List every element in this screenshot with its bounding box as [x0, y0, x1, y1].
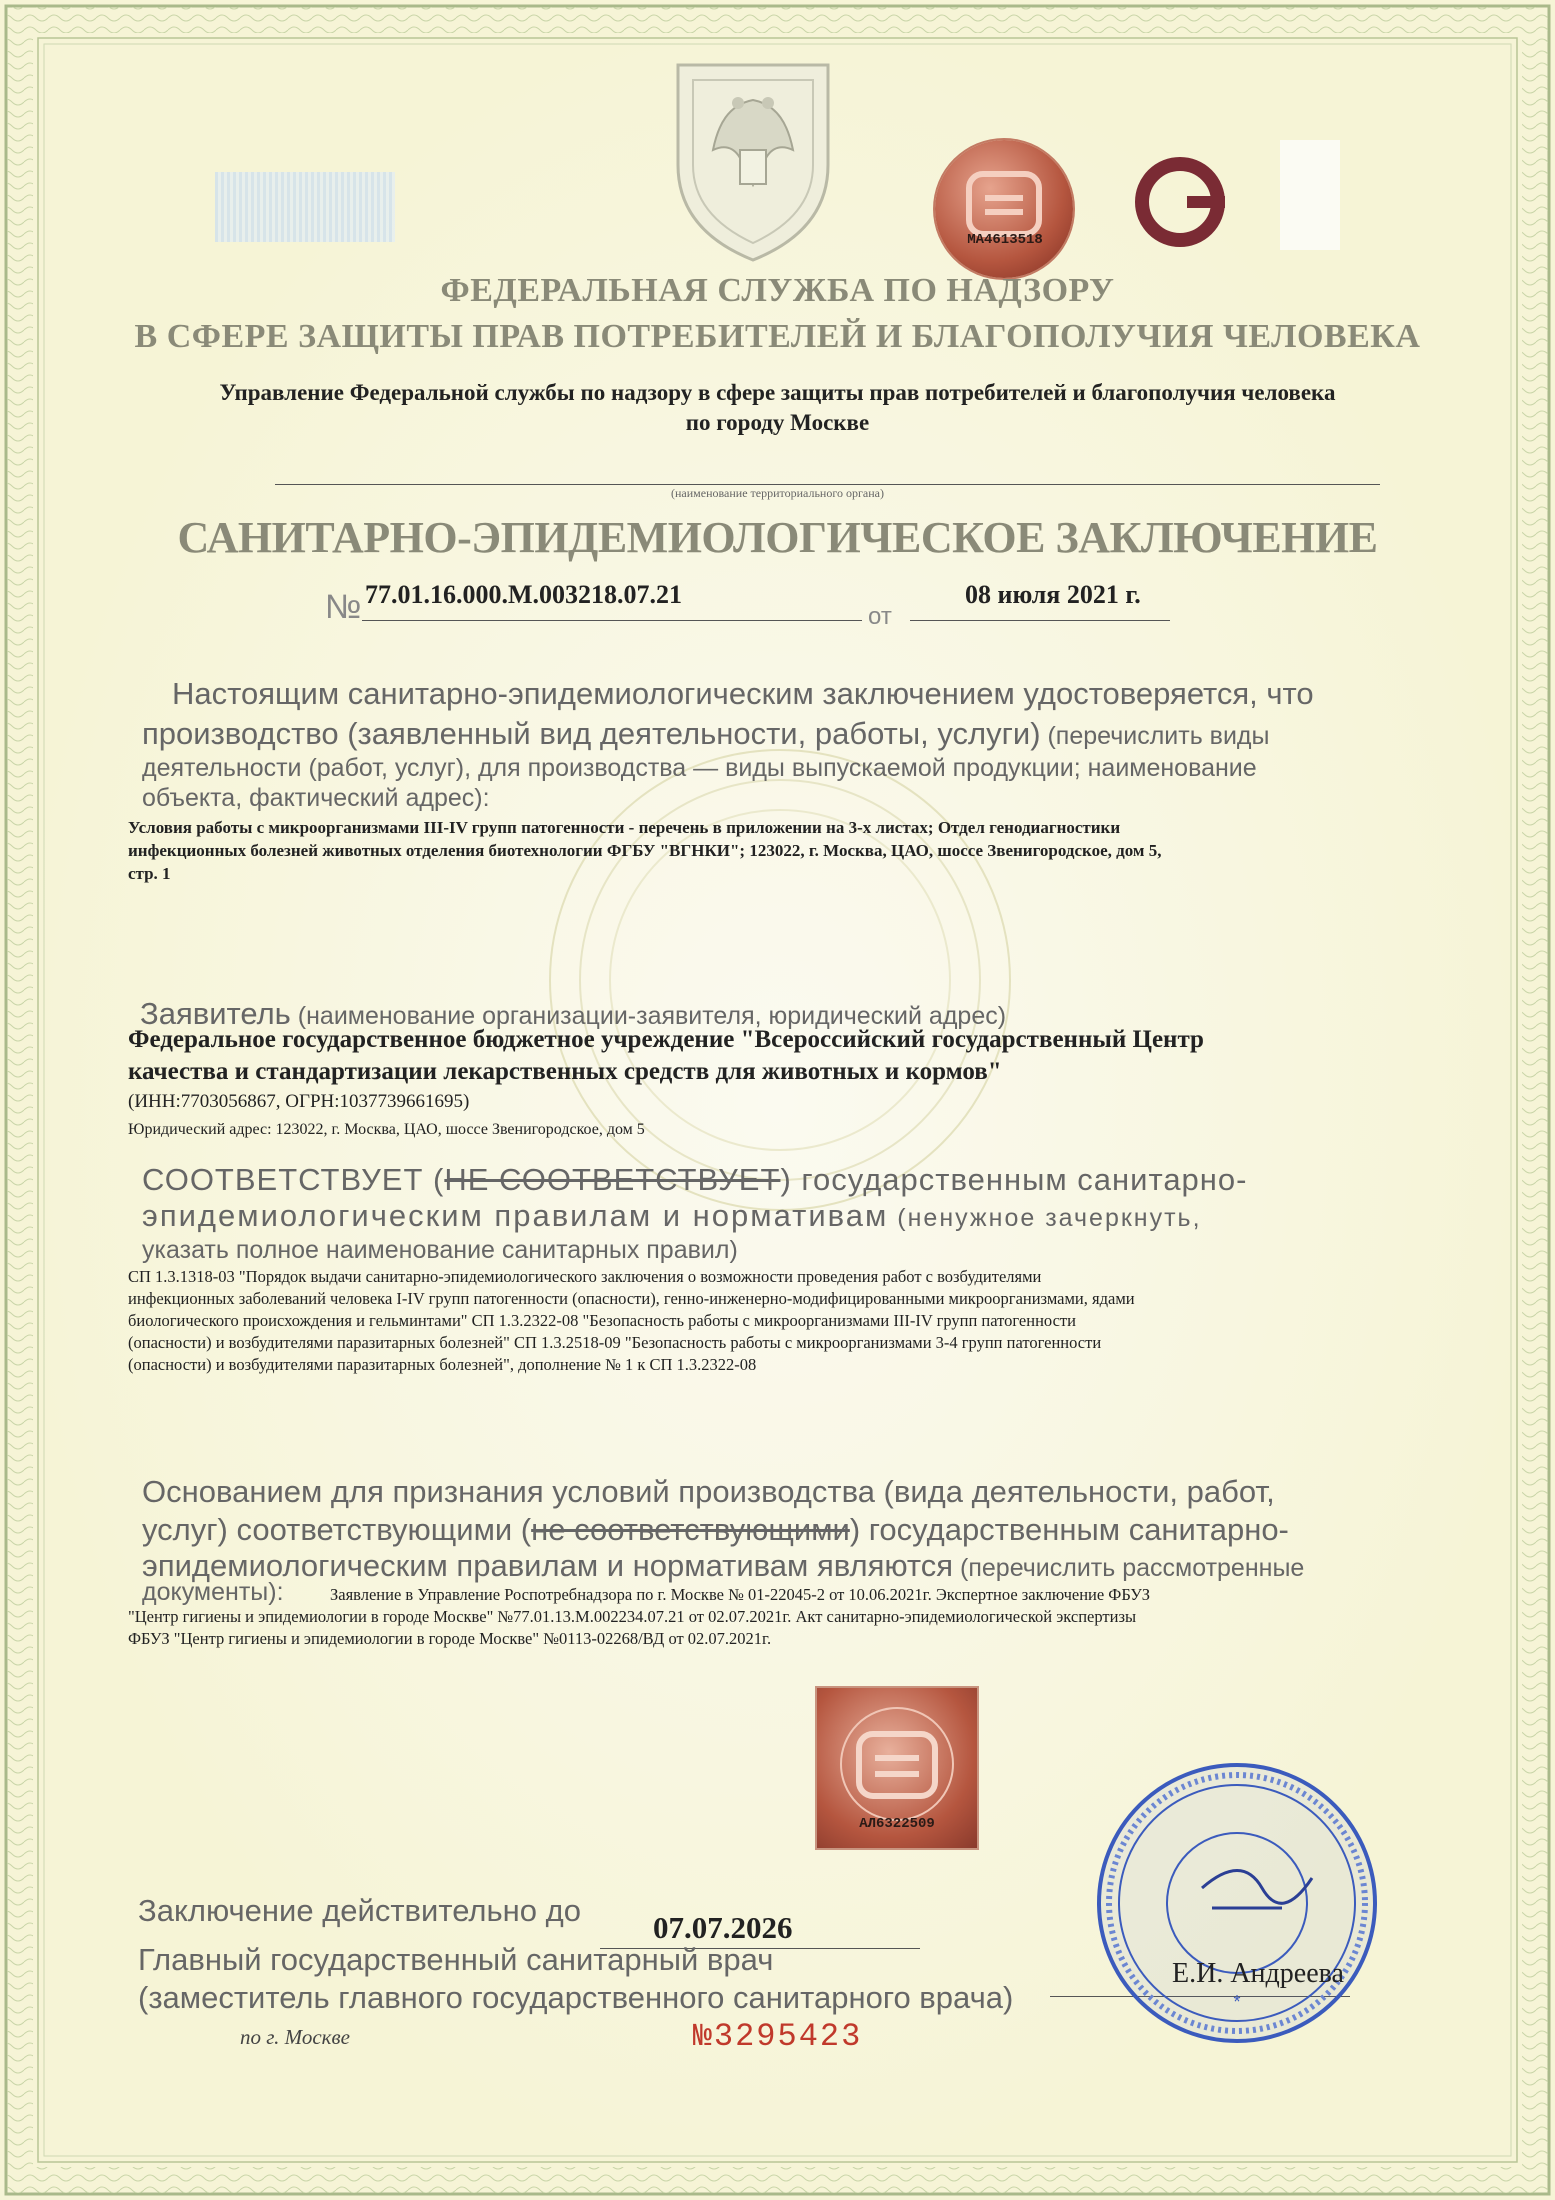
signatory-role-deputy: (заместитель главного государственного санитарного врача)	[138, 1980, 1014, 2015]
conformity-line2-main: эпидемиологическим правилам и нормативам	[142, 1198, 889, 1233]
basis-doc-line-1: Заявление в Управление Роспотребнадзора по г. Москве № 01-22045-2 от 10.06.2021г. Экспертное заключение ФБУЗ	[330, 1585, 1150, 1604]
document-title: САНИТАРНО-ЭПИДЕМИОЛОГИЧЕСКОЕ ЗАКЛЮЧЕНИЕ	[177, 513, 1378, 562]
basis-line2	[142, 1512, 1289, 1548]
basis-line4: документы):	[142, 1578, 284, 1606]
rules-line-1: СП 1.3.1318-03 "Порядок выдачи санитарно-эпидемиологического заключения о возможности проведения работ с возбудителями	[128, 1267, 1042, 1286]
conformity-word: СООТВЕТСТВУЕТ (	[142, 1162, 445, 1197]
quality-mark-icon	[935, 140, 1073, 278]
applicant-hint: (наименование организации-заявителя, юридический адрес)	[290, 1002, 1007, 1030]
microprint-block	[215, 172, 395, 242]
date-rule	[910, 620, 1170, 621]
white-patch	[1280, 140, 1340, 250]
validity-date: 07.07.2026	[653, 1910, 793, 1945]
basis-documents	[128, 1606, 1136, 1650]
conformity-line3: указать полное наименование санитарных правил)	[142, 1236, 738, 1264]
section1-line2-hint: (перечислить виды	[1040, 722, 1270, 750]
applicant-ids: (ИНН:7703056867, ОГРН:1037739661695)	[128, 1091, 470, 1112]
hologram-code: МА4613518	[967, 232, 1043, 248]
hologram-seal-2	[815, 1686, 979, 1850]
conformity-line1	[142, 1162, 1247, 1198]
department-rule	[275, 484, 1380, 485]
activity-line-2: инфекционных болезней животных отделения биотехнологии ФГБУ "ВГНКИ"; 123022, г. Москва, ЦАО, шоссе Звенигородское, дом 5,	[128, 841, 1162, 860]
department-line-1: Управление Федеральной службы по надзору в сфере защиты прав потребителей и благополучия человека	[219, 380, 1336, 405]
applicant-name	[128, 1024, 1204, 1088]
activity-text	[128, 816, 1161, 885]
department-line-2: по городу Москве	[685, 410, 870, 435]
basis-struck: не соответствующими	[531, 1512, 850, 1547]
section1-line1: Настоящим санитарно-эпидемиологическим заключением удостоверяется, что	[172, 676, 1314, 711]
rules-line-5: (опасности) и возбудителями паразитарных болезней", дополнение № 1 к СП 1.3.2322-08	[128, 1355, 757, 1374]
applicant-name-line-1: Федеральное государственное бюджетное учреждение "Всероссийский государственный Центр	[128, 1026, 1204, 1053]
emblem-icon	[668, 55, 838, 265]
applicant-name-line-2: качества и стандартизации лекарственных средств для животных и кормов"	[128, 1058, 1002, 1085]
department-caption: (наименование территориального органа)	[671, 486, 884, 500]
section1-line2-main: производство (заявленный вид деятельности, работы, услуги)	[142, 716, 1041, 751]
official-stamp	[1092, 1758, 1382, 2048]
conformity-rest: ) государственным санитарно-	[780, 1162, 1248, 1197]
city-label: по г. Москве	[240, 2025, 350, 2049]
basis-doc-line-3: ФБУЗ "Центр гигиены и эпидемиологии в городе Москве" №0113-02268/ВД от 02.07.2021г.	[128, 1629, 772, 1648]
conformity-line2-hint: (ненужное зачеркнуть,	[888, 1204, 1202, 1232]
basis-line3-main: эпидемиологическим правилам и нормативам являются	[142, 1548, 954, 1583]
svg-text:*: *	[1233, 1992, 1241, 2012]
serial-number: №3295423	[692, 2018, 863, 2055]
activity-line-3: стр. 1	[128, 864, 171, 883]
rules-line-2: инфекционных заболеваний человека I-IV групп патогенности (опасности), генно-инженерно-модифицированными микроорганизмами, ядами	[128, 1289, 1135, 1308]
activity-line-1: Условия работы с микроорганизмами III-IV групп патогенности - перечень в приложении на 3-х листах; Отдел генодиагностики	[128, 818, 1121, 837]
agency-line-1: ФЕДЕРАЛЬНАЯ СЛУЖБА ПО НАДЗОРУ	[440, 272, 1115, 309]
document-number: 77.01.16.000.М.003218.07.21	[365, 580, 683, 609]
applicant-address: Юридический адрес: 123022, г. Москва, ЦАО, шоссе Звенигородское, дом 5	[128, 1121, 645, 1138]
rules-text	[128, 1266, 1135, 1376]
validity-label: Заключение действительно до	[138, 1893, 581, 1928]
hologram-2-code: АЛ6322509	[859, 1816, 935, 1832]
basis-line3	[142, 1548, 1304, 1584]
section1-line4: объекта, фактический адрес):	[142, 784, 490, 812]
basis-line3-hint: (перечислить рассмотренные	[953, 1554, 1305, 1582]
basis-doc-line-2: "Центр гигиены и эпидемиологии в городе Москве" №77.01.13.М.002234.07.21 от 02.07.2021г. Акт санитарно-эпидемиологической экспертизы	[128, 1607, 1137, 1626]
agency-line-2: В СФЕРЕ ЗАЩИТЫ ПРАВ ПОТРЕБИТЕЛЕЙ И БЛАГОПОЛУЧИЯ ЧЕЛОВЕКА	[134, 318, 1421, 355]
section1-line2	[142, 716, 1270, 752]
basis-line2-b: ) государственным санитарно-	[849, 1512, 1289, 1547]
section1-line3: деятельности (работ, услуг), для производства — виды выпускаемой продукции; наименование	[142, 754, 1257, 782]
rules-line-4: (опасности) и возбудителями паразитарных болезней" СП 1.3.2518-09 "Безопасность работы с микроорганизмами 3-4 групп патогенности	[128, 1333, 1102, 1352]
basis-line2-a: услуг) соответствующими (	[142, 1512, 532, 1547]
document-date: 08 июля 2021 г.	[965, 580, 1141, 609]
rules-line-3: биологического происхождения и гельминтами" СП 1.3.2322-08 "Безопасность работы с микроорганизмами III-IV групп патогенности	[128, 1311, 1076, 1330]
from-label: от	[868, 603, 892, 630]
basis-line1: Основанием для признания условий производства (вида деятельности, работ,	[142, 1474, 1275, 1509]
signatory-role: Главный государственный санитарный врач	[138, 1942, 774, 1977]
conformity-struck: НЕ СООТВЕТСТВУЕТ	[444, 1162, 781, 1197]
number-sign: №	[325, 588, 362, 626]
hologram-seal	[935, 140, 1073, 278]
number-rule	[362, 620, 862, 621]
certification-logo-icon	[1105, 152, 1255, 252]
conformity-line2	[142, 1198, 1202, 1234]
applicant-label: Заявитель	[140, 996, 291, 1031]
signatory-name: Е.И. Андреева	[1172, 1958, 1344, 1989]
